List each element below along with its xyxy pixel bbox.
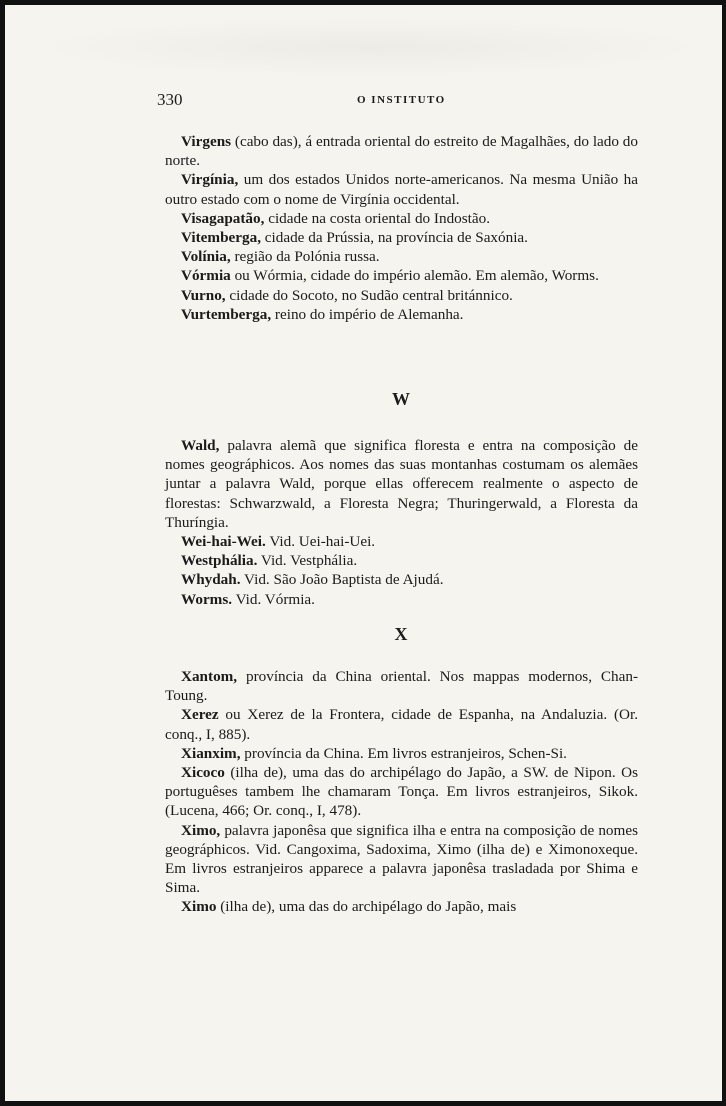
entry-headword: Ximo [181, 898, 217, 916]
dictionary-entry [165, 570, 638, 589]
ink-smudge [25, 17, 715, 77]
entry-definition: cidade do Socoto, no Sudão central británnico. [225, 286, 513, 304]
dictionary-entry [165, 132, 638, 170]
section-letter-x: X [394, 624, 409, 644]
entry-headword: Visagapatão, [181, 209, 265, 227]
dictionary-entry [165, 436, 638, 532]
entry-headword: Vurtemberga, [181, 305, 272, 323]
entry-headword: Vórmia [181, 267, 231, 285]
entry-headword: Wald, [181, 437, 220, 454]
entry-headword: Volínia, [181, 248, 231, 266]
dictionary-entry [165, 228, 638, 247]
entry-definition: cidade da Prússia, na província de Saxónia. [261, 229, 528, 247]
entry-headword: Virgens [181, 133, 232, 150]
entry-headword: Ximo, [181, 821, 221, 839]
dictionary-entry [165, 532, 638, 551]
page-number: 330 [157, 90, 183, 109]
entry-definition: (ilha de), uma das do archipélago do Japão, a SW. de Nipon. Os portuguêses tambem lhe chamaram Tonça. Em livros estranjeiros, Sikok. (Lucena, 466; Or. conq., I, 478). [165, 764, 638, 820]
entry-definition: Vid. Vórmia. [232, 590, 315, 608]
entry-headword: Worms. [181, 590, 233, 608]
dictionary-entry [165, 209, 638, 228]
entry-definition: ou Wórmia, cidade do império alemão. Em alemão, Worms. [230, 267, 599, 285]
entry-definition: (ilha de), uma das do archipélago do Japão, mais [216, 898, 517, 916]
dictionary-entry [165, 551, 638, 570]
entry-definition: reino do império de Alemanha. [271, 305, 464, 323]
dictionary-entry [165, 744, 638, 763]
dictionary-entry [165, 897, 638, 916]
section-v [165, 132, 638, 324]
entry-definition: ou Xerez de la Frontera, cidade de Espanha, na Andaluzia. (Or. conq., I, 885). [165, 706, 638, 743]
entry-headword: Whydah. [181, 571, 241, 589]
entry-definition: palavra alemã que significa floresta e entra na composição de nomes geográphicos. Aos nomes das suas montanhas costumam os alemães juntar a palavra Wald, porque ellas offerecem realmente o aspecto de florestas: Schwarzwald, a Floresta Negra; Thuringerwald, a Floresta da Thuríngia. [165, 437, 638, 531]
entry-headword: Vitemberga, [181, 229, 261, 247]
section-x [165, 667, 638, 917]
entry-definition: cidade na costa oriental do Indostão. [264, 209, 491, 227]
entry-headword: Westphália. [181, 552, 258, 570]
entry-definition: um dos estados Unidos norte-americanos. Na mesma União ha outro estado com o nome de Virgínia occidental. [165, 171, 638, 208]
entry-definition: Vid. Vestphália. [257, 552, 358, 570]
entry-definition: (cabo das), á entrada oriental do estreito de Magalhães, do lado do norte. [165, 133, 638, 170]
dictionary-entry [165, 266, 638, 285]
section-letter-w: W [392, 389, 411, 409]
entry-headword: Virgínia, [181, 171, 239, 189]
entry-definition: província da China. Em livros estranjeiros, Schen-Si. [240, 744, 567, 762]
entry-headword: Xicoco [181, 764, 225, 782]
dictionary-entry [165, 763, 638, 821]
entry-headword: Xantom, [181, 668, 238, 685]
entry-headword: Xianxim, [181, 744, 241, 762]
dictionary-entry [165, 286, 638, 305]
entry-definition: Vid. São João Baptista de Ajudá. [240, 571, 444, 589]
entry-headword: Wei-hai-Wei. [181, 533, 266, 551]
entry-definition: palavra japonêsa que significa ilha e entra na composição de nomes geográphicos. Vid. Cangoxima, Sadoxima, Ximo (ilha de) e Ximonoxeque. Em livros estranjeiros apparece a palavra japonêsa trasladada por Shima e Sima. [165, 821, 638, 897]
dictionary-entry [165, 590, 638, 609]
section-w [165, 436, 638, 609]
entry-definition: região da Polónia russa. [230, 248, 380, 266]
dictionary-entry [165, 305, 638, 324]
dictionary-entry [165, 667, 638, 705]
page-header [157, 90, 637, 112]
entry-definition: província da China oriental. Nos mappas modernos, Chan-Toung. [165, 668, 638, 705]
entry-headword: Vurno, [181, 286, 226, 304]
entry-headword: Xerez [181, 706, 219, 724]
running-title: O INSTITUTO [357, 94, 446, 106]
dictionary-entry [165, 247, 638, 266]
dictionary-entry [165, 170, 638, 208]
entry-definition: Vid. Uei-hai-Uei. [265, 533, 376, 551]
dictionary-entry [165, 821, 638, 898]
dictionary-entry [165, 705, 638, 743]
